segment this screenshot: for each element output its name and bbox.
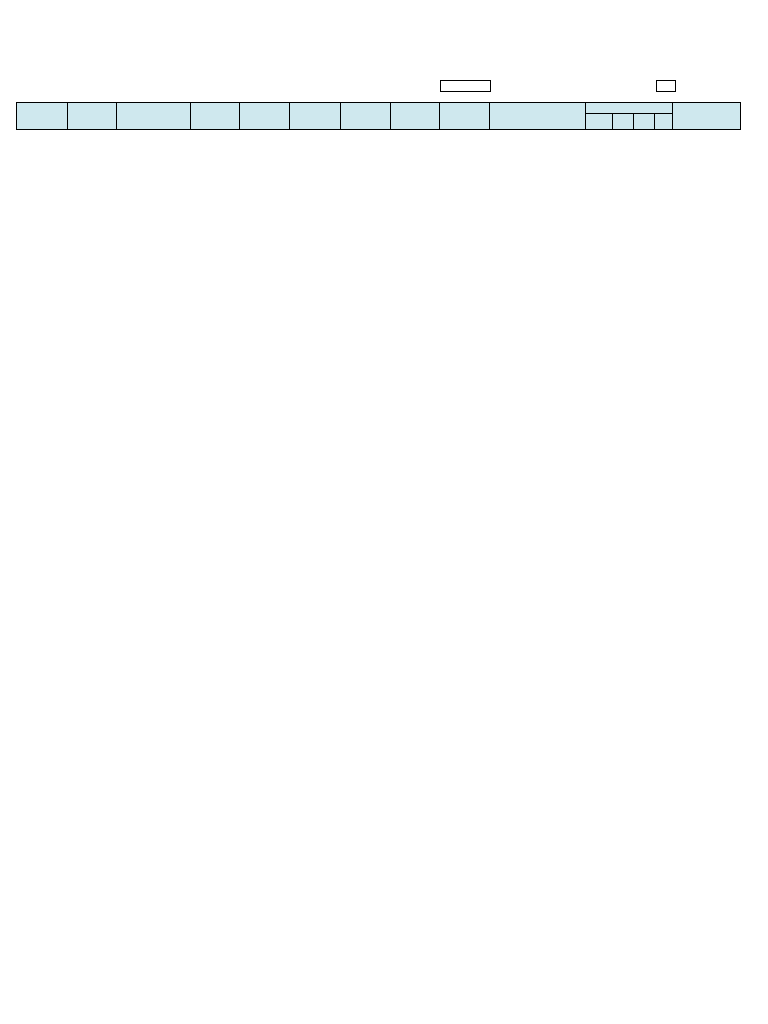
header-comprobante [68, 103, 117, 130]
header-egreso [440, 103, 490, 130]
header-fm [634, 114, 655, 130]
multidosis-box [656, 80, 676, 92]
header-fecha [17, 103, 68, 130]
header-fr [613, 114, 634, 130]
header-ingreso [341, 103, 391, 130]
header-lote [117, 103, 191, 130]
kardex-table [16, 102, 741, 130]
header-fa [586, 114, 613, 130]
header-origen [490, 103, 586, 130]
unidosis-box [440, 80, 491, 92]
header-costo [240, 103, 290, 130]
header-factores [586, 103, 673, 114]
header-saldo [673, 103, 741, 130]
header-expiracion [191, 103, 240, 130]
header-disponible [391, 103, 440, 130]
header-saldo-anterior [290, 103, 341, 130]
header-fe [655, 114, 673, 130]
